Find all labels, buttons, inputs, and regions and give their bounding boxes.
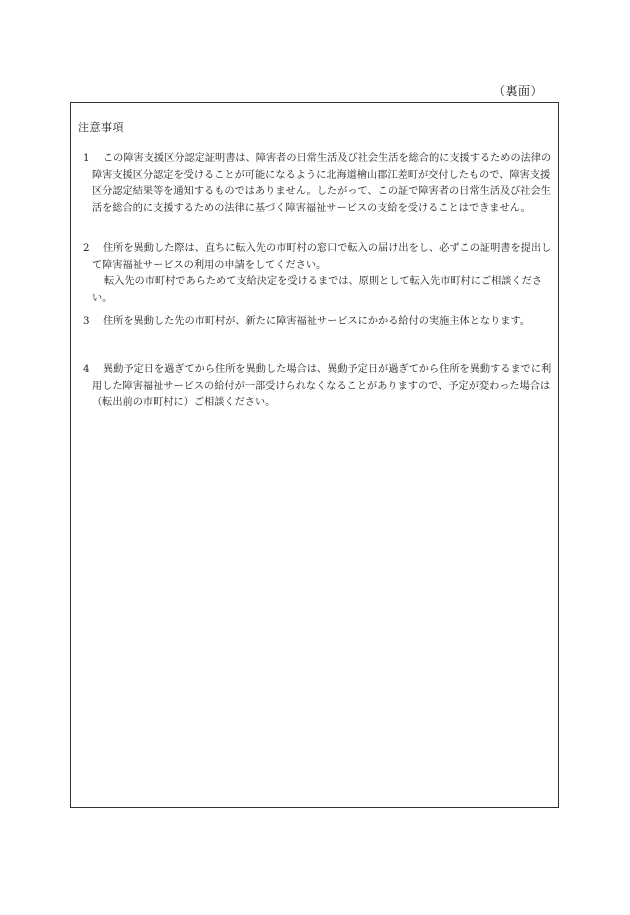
page-side-label: （裏面） <box>492 84 543 98</box>
notice-heading: 注意事項 <box>78 121 124 134</box>
notice-item-number: 2 <box>83 243 90 254</box>
notice-item-2 <box>83 241 555 307</box>
notice-box <box>70 102 559 808</box>
notice-item-3 <box>83 314 555 331</box>
notice-item-text: 異動予定日を過ぎてから住所を異動した場合は、異動予定日が過ぎてから住所を異動するまでに利用した障害福祉サービスの給付が一部受けられなくなることがありますので、予定が変わった場合は（転出前の市町村に）ご相談ください。 <box>92 364 552 408</box>
notice-item-text: 住所を異動した先の市町村が、新たに障害福祉サービスにかかる給付の実施主体となります。 <box>103 316 531 327</box>
notice-item-number: 3 <box>83 316 90 327</box>
notice-item-1 <box>83 151 555 217</box>
notice-item-text-continued: 転入先の市町村であらためて支給決定を受けるまでは、原則として転入先市町村にご相談ください。 <box>92 276 543 304</box>
notice-item-4 <box>83 362 555 412</box>
notice-item-text: この障害支援区分認定証明書は、障害者の日常生活及び社会生活を総合的に支援するための法律の障害支援区分認定を受けることが可能になるように北海道檜山郡江差町が交付したもので、障害支援区分認定結果等を通知するものではありません。したがって、この証で障害者の日常生活及び社会生活を総合的に支援するための法律に基づく障害福祉サービスの支給を受けることはできません。 <box>92 153 552 214</box>
notice-item-text: 住所を異動した際は、直ちに転入先の市町村の窓口で転入の届け出をし、必ずこの証明書を提出して障害福祉サービスの利用の申請をしてください。 <box>92 243 552 271</box>
notice-item-number: 1 <box>83 153 90 164</box>
notice-item-number: 4 <box>83 364 90 375</box>
